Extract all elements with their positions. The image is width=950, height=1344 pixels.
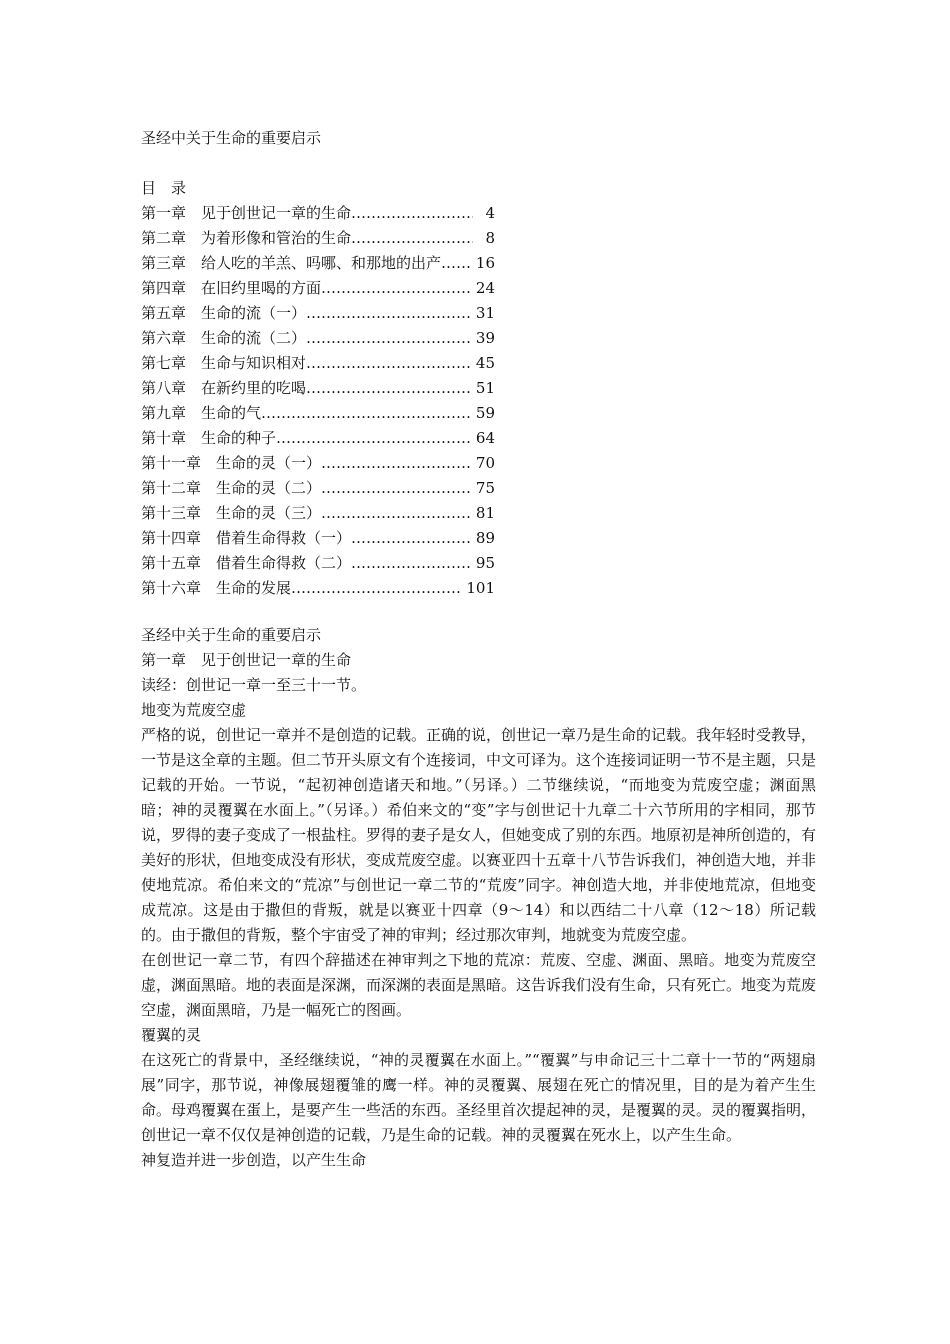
toc-entry xyxy=(141,351,495,376)
toc-entry-title: 第十章 生命的种子 ………………………………………………………………… xyxy=(141,426,470,451)
toc-heading: 目 录 xyxy=(141,179,187,197)
toc-entry-page: 4 xyxy=(485,204,495,222)
toc-list xyxy=(141,201,495,601)
toc-entry-title: 第十一章 生命的灵（一） ………………………………………………………………… xyxy=(141,451,470,476)
toc-entry-title: 第七章 生命与知识相对 ………………………………………………………………… xyxy=(141,351,470,376)
document-title: 圣经中关于生命的重要启示 xyxy=(141,129,322,147)
toc-entry-title: 第六章 生命的流（二） ………………………………………………………………… xyxy=(141,326,470,351)
body-title: 圣经中关于生命的重要启示 xyxy=(141,626,322,644)
toc-entry xyxy=(141,376,495,401)
toc-entry-title: 第一章 见于创世记一章的生命 ………………………………………………………………… xyxy=(141,201,473,226)
toc-entry xyxy=(141,451,495,476)
chapter-heading: 第一章 见于创世记一章的生命 xyxy=(141,651,352,669)
toc-entry xyxy=(141,226,495,251)
toc-entry-page: 8 xyxy=(485,229,495,247)
toc-entry-page: 101 xyxy=(466,579,495,597)
toc-entry-page: 59 xyxy=(475,404,495,422)
toc-entry-title: 第五章 生命的流（一） ………………………………………………………………… xyxy=(141,301,470,326)
toc-entry xyxy=(141,576,495,601)
toc-entry-page: 89 xyxy=(475,529,495,547)
toc-entry xyxy=(141,426,495,451)
toc-entry-page: 51 xyxy=(475,379,495,397)
paragraph-2: 在创世记一章二节，有四个辞描述在神审判之下地的荒凉：荒废、空虚、渊面、黑暗。地变为荒废空虚，渊面黑暗。地的表面是深渊，而深渊的表面是黑暗。这告诉我们没有生命，只有死亡。地变为荒废空虚，渊面黑暗，乃是一幅死亡的图画。 xyxy=(141,951,817,1019)
toc-entry-title: 第四章 在旧约里喝的方面 ………………………………………………………………… xyxy=(141,276,470,301)
toc-entry-page: 95 xyxy=(475,554,495,572)
toc-entry xyxy=(141,501,495,526)
toc-entry xyxy=(141,326,495,351)
toc-entry-title: 第十二章 生命的灵（二） ………………………………………………………………… xyxy=(141,476,470,501)
toc-entry xyxy=(141,476,495,501)
toc-entry xyxy=(141,551,495,576)
toc-entry-title: 第九章 生命的气 ………………………………………………………………… xyxy=(141,401,470,426)
scripture-reading: 读经：创世记一章一至三十一节。 xyxy=(141,676,367,694)
toc-entry xyxy=(141,276,495,301)
toc-entry xyxy=(141,526,495,551)
toc-entry-title: 第二章 为着形像和管治的生命 ………………………………………………………………… xyxy=(141,226,473,251)
toc-entry xyxy=(141,301,495,326)
paragraph-3: 在这死亡的背景中，圣经继续说，“神的灵覆翼在水面上。”“覆翼”与申命记三十二章十一节的“两翅扇展”同字，那节说，神像展翅覆雏的鹰一样。神的灵覆翼、展翅在死亡的情况里，目的是为着产生生命。母鸡覆翼在蛋上，是要产生一些活的东西。圣经里首次提起神的灵，是覆翼的灵。灵的覆翼指明，创世记一章不仅仅是神创造的记载，乃是生命的记载。神的灵覆翼在死水上，以产生生命。 xyxy=(141,1051,817,1144)
paragraph-1: 严格的说，创世记一章并不是创造的记载。正确的说，创世记一章乃是生命的记载。我年轻时受教导，一节是这全章的主题。但二节开头原文有个连接词，中文可译为。这个连接词证明一节不是主题，只是记载的开始。一节说，“起初神创造诸天和地。”（另译。）二节继续说，“而地变为荒废空虚；渊面黑暗；神的灵覆翼在水面上。”（另译。）希伯来文的“变”字与创世记十九章二十六节所用的字相同，那节说，罗得的妻子变成了一根盐柱。罗得的妻子是女人，但她变成了别的东西。地原初是神所创造的，有美好的形状，但地变成没有形状，变成荒废空虚。以赛亚四十五章十八节告诉我们，神创造大地，并非使地荒凉。希伯来文的“荒凉”与创世记一章二节的“荒废”同字。神创造大地，并非使地荒凉，但地变成荒凉。这是由于撒但的背叛，就是以赛亚十四章（9～14）和以西结二十八章（12～18）所记载的。由于撒但的背叛，整个宇宙受了神的审判；经过那次审判，地就变为荒废空虚。 xyxy=(141,726,817,944)
toc-entry-page: 16 xyxy=(475,254,495,272)
toc-entry-page: 45 xyxy=(475,354,495,372)
toc-entry-page: 75 xyxy=(475,479,495,497)
toc-entry-title: 第十六章 生命的发展 ………………………………………………………………… xyxy=(141,576,460,601)
toc-entry-title: 第三章 给人吃的羊羔、吗哪、和那地的出产 ………………………………………………………………… xyxy=(141,251,470,276)
section-heading-3: 神复造并进一步创造，以产生生命 xyxy=(141,1151,367,1169)
toc-entry-page: 70 xyxy=(475,454,495,472)
toc-entry-page: 64 xyxy=(475,429,495,447)
toc-entry-title: 第十三章 生命的灵（三） ………………………………………………………………… xyxy=(141,501,470,526)
toc-entry xyxy=(141,251,495,276)
chapter-body xyxy=(141,623,816,1173)
toc-entry-page: 31 xyxy=(475,304,495,322)
toc-entry-title: 第十五章 借着生命得救（二） ………………………………………………………………… xyxy=(141,551,470,576)
section-heading-1: 地变为荒废空虚 xyxy=(141,701,247,719)
toc-entry-page: 39 xyxy=(475,329,495,347)
toc-entry xyxy=(141,401,495,426)
section-heading-2: 覆翼的灵 xyxy=(141,1026,202,1044)
toc-entry-title: 第十四章 借着生命得救（一） ………………………………………………………………… xyxy=(141,526,470,551)
table-of-contents xyxy=(141,201,816,601)
toc-entry-page: 81 xyxy=(475,504,495,522)
toc-entry xyxy=(141,201,495,226)
toc-entry-page: 24 xyxy=(475,279,495,297)
toc-entry-title: 第八章 在新约里的吃喝 ………………………………………………………………… xyxy=(141,376,470,401)
